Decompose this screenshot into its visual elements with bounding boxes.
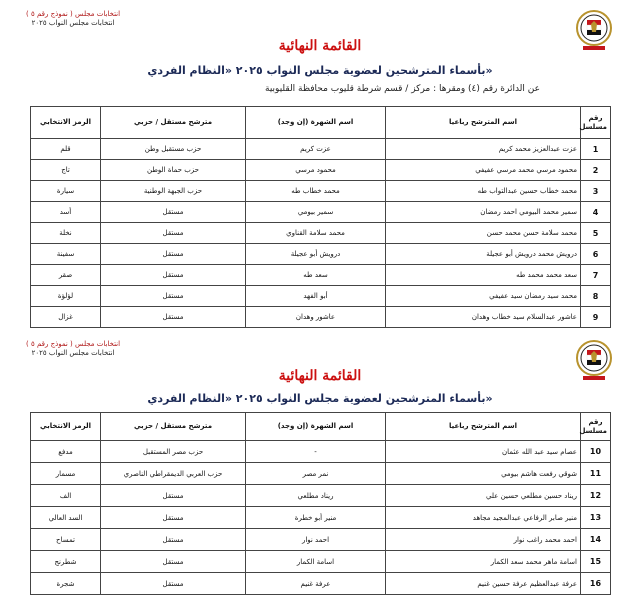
symbol-cell: نخلة	[31, 223, 101, 244]
form-number	[26, 340, 120, 358]
serial-cell: 2	[581, 160, 611, 181]
table-row	[31, 485, 611, 507]
serial-cell: 8	[581, 286, 611, 307]
serial-cell: 5	[581, 223, 611, 244]
party-cell: مستقل	[101, 307, 246, 328]
symbol-cell: غزال	[31, 307, 101, 328]
nickname-cell: احمد نوار	[246, 529, 386, 551]
serial-cell: 11	[581, 463, 611, 485]
symbol-cell: صقر	[31, 265, 101, 286]
name-cell: اسامة ماهر محمد سعد الكمار	[386, 551, 581, 573]
name-cell: شوقي رفعت هاشم بيومي	[386, 463, 581, 485]
symbol-cell: تمساح	[31, 529, 101, 551]
nickname-cell: نمر مصر	[246, 463, 386, 485]
name-cell: سعد محمد محمد طه	[386, 265, 581, 286]
serial-cell: 13	[581, 507, 611, 529]
nickname-cell: أبو الفهد	[246, 286, 386, 307]
party-cell: مستقل	[101, 551, 246, 573]
candidates-table-2	[30, 412, 611, 595]
party-cell: مستقل	[101, 202, 246, 223]
symbol-cell: مسمار	[31, 463, 101, 485]
party-cell: مستقل	[101, 265, 246, 286]
name-cell: درويش محمد درويش أبو عجيلة	[386, 244, 581, 265]
table-row	[31, 244, 611, 265]
sheet1-title: القائمة النهائية	[278, 38, 362, 54]
nickname-cell: اسامة الكمار	[246, 551, 386, 573]
nickname-cell: عاشور وهدان	[246, 307, 386, 328]
name-cell: محمد سلامة حسن محمد حسن	[386, 223, 581, 244]
party-cell: مستقل	[101, 507, 246, 529]
table-row	[31, 307, 611, 328]
symbol-cell: سيارة	[31, 181, 101, 202]
name-cell: عصام سيد عبد الله عثمان	[386, 441, 581, 463]
serial-cell: 3	[581, 181, 611, 202]
table-header-row	[31, 107, 611, 139]
symbol-cell: السد العالي	[31, 507, 101, 529]
table-row	[31, 573, 611, 595]
table-row	[31, 441, 611, 463]
col-header-symbol: الرمز الانتخابي	[31, 107, 101, 139]
table-row	[31, 551, 611, 573]
form-number-line1: ( نموذج رقم ٥ ) انتخابات مجلس	[26, 10, 121, 18]
table-row	[31, 223, 611, 244]
symbol-cell: شطرنج	[31, 551, 101, 573]
serial-cell: 7	[581, 265, 611, 286]
table-row	[31, 286, 611, 307]
nickname-cell: محمد خطاب طه	[246, 181, 386, 202]
name-cell: احمد محمد راغب نوار	[386, 529, 581, 551]
table-row	[31, 529, 611, 551]
party-cell: حزب مصر المستقبل	[101, 441, 246, 463]
serial-cell: 12	[581, 485, 611, 507]
col-header-party: مترشح مستقل / حزبي	[101, 413, 246, 441]
serial-cell: 15	[581, 551, 611, 573]
form-number	[26, 10, 120, 28]
table-row	[31, 463, 611, 485]
col-header-nickname: اسم الشهرة (إن وجد)	[246, 413, 386, 441]
party-cell: مستقل	[101, 573, 246, 595]
sheet2-subtitle: بأسماء المترشحين لعضوية مجلس النواب ٢٠٢٥ «النظام الفردي»	[147, 392, 493, 405]
name-cell: ريناد حسين مطلعي حسين علي	[386, 485, 581, 507]
symbol-cell: قلم	[31, 139, 101, 160]
nickname-cell: -	[246, 441, 386, 463]
party-cell: حزب مستقبل وطن	[101, 139, 246, 160]
serial-cell: 6	[581, 244, 611, 265]
table-row	[31, 139, 611, 160]
serial-cell: 9	[581, 307, 611, 328]
col-header-serial: رقم مسلسل	[581, 107, 611, 139]
nickname-cell: عرفة غنيم	[246, 573, 386, 595]
table-row	[31, 202, 611, 223]
party-cell: حزب الجبهة الوطنية	[101, 181, 246, 202]
table-header-row	[31, 413, 611, 441]
nickname-cell: منير أبو خطرة	[246, 507, 386, 529]
table-row	[31, 160, 611, 181]
nickname-cell: سعد طه	[246, 265, 386, 286]
sheet2-title: القائمة النهائية	[278, 368, 362, 384]
party-cell: حزب حماة الوطن	[101, 160, 246, 181]
party-cell: مستقل	[101, 485, 246, 507]
col-header-name: اسم المترشح رباعيا	[386, 107, 581, 139]
party-cell: مستقل	[101, 244, 246, 265]
nickname-cell: ريناد مطلعي	[246, 485, 386, 507]
form-number-line1: ( نموذج رقم ٥ ) انتخابات مجلس	[26, 340, 121, 348]
symbol-cell: شجرة	[31, 573, 101, 595]
col-header-nickname: اسم الشهرة (إن وجد)	[246, 107, 386, 139]
nickname-cell: درويش أبو عجيلة	[246, 244, 386, 265]
candidates-table-1	[30, 106, 611, 328]
name-cell: عرفة عبدالعظيم عرفة حسين غنيم	[386, 573, 581, 595]
serial-cell: 1	[581, 139, 611, 160]
nickname-cell: عزت كريم	[246, 139, 386, 160]
sheet1-circuit-line: عن الدائرة رقم (٤) ومقرها : مركز / قسم شرطة قليوب محافظة القليوبية	[265, 84, 540, 94]
name-cell: محمد خطاب حسين عبدالتواب طه	[386, 181, 581, 202]
party-cell: مستقل	[101, 223, 246, 244]
serial-cell: 14	[581, 529, 611, 551]
symbol-cell: سفينة	[31, 244, 101, 265]
serial-cell: 4	[581, 202, 611, 223]
nickname-cell: محمود مرسي	[246, 160, 386, 181]
serial-cell: 16	[581, 573, 611, 595]
sheet1-subtitle: بأسماء المترشحين لعضوية مجلس النواب ٢٠٢٥ «النظام الفردي»	[147, 64, 493, 77]
col-header-serial: رقم مسلسل	[581, 413, 611, 441]
table-row	[31, 265, 611, 286]
symbol-cell: أسد	[31, 202, 101, 223]
name-cell: عاشور عبدالسلام سيد خطاب وهدان	[386, 307, 581, 328]
name-cell: سمير محمد البيومي احمد رمضان	[386, 202, 581, 223]
party-cell: مستقل	[101, 286, 246, 307]
col-header-symbol: الرمز الانتخابي	[31, 413, 101, 441]
party-cell: مستقل	[101, 529, 246, 551]
name-cell: عزت عبدالعزيز محمد كريم	[386, 139, 581, 160]
name-cell: محمد سيد رمضان سيد عفيفي	[386, 286, 581, 307]
table-row	[31, 507, 611, 529]
party-cell: حزب العربي الديمقراطي الناصري	[101, 463, 246, 485]
col-header-party: مترشح مستقل / حزبي	[101, 107, 246, 139]
table-row	[31, 181, 611, 202]
name-cell: منير صابر الرفاعي عبدالمجيد مجاهد	[386, 507, 581, 529]
serial-cell: 10	[581, 441, 611, 463]
symbol-cell: الف	[31, 485, 101, 507]
name-cell: محمود مرسي محمد مرسي عفيفي	[386, 160, 581, 181]
form-number-line2: انتخابات مجلس النواب ٢٠٢٥	[31, 349, 115, 357]
col-header-name: اسم المترشح رباعيا	[386, 413, 581, 441]
nickname-cell: سمير بيومي	[246, 202, 386, 223]
form-number-line2: انتخابات مجلس النواب ٢٠٢٥	[31, 19, 115, 27]
nickname-cell: محمد سلامة القناوي	[246, 223, 386, 244]
symbol-cell: تاج	[31, 160, 101, 181]
symbol-cell: مدفع	[31, 441, 101, 463]
symbol-cell: لؤلؤة	[31, 286, 101, 307]
